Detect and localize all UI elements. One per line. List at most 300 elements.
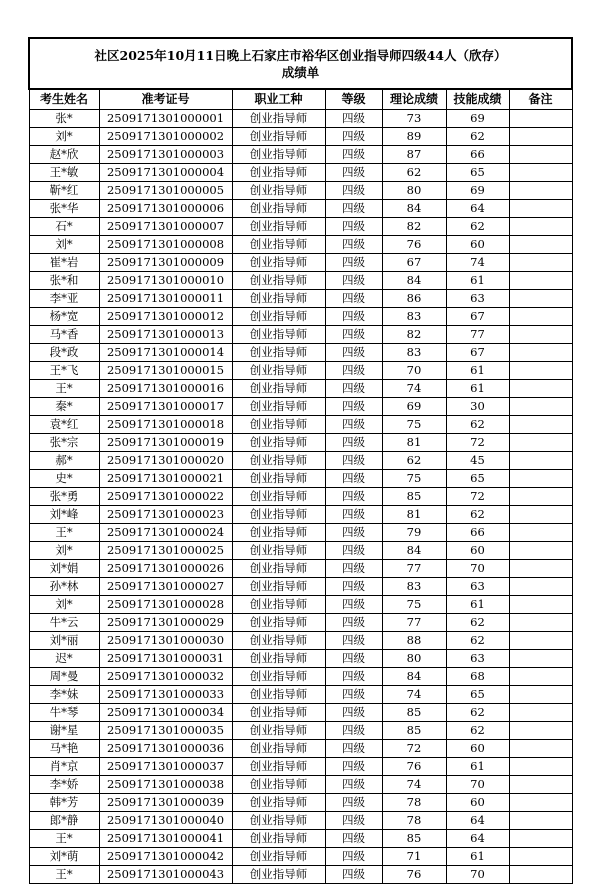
cell-remarks — [509, 200, 572, 218]
cell-remarks — [509, 812, 572, 830]
cell-skill-score: 70 — [446, 776, 509, 794]
cell-candidate-name: 王*飞 — [29, 362, 99, 380]
cell-skill-score: 62 — [446, 722, 509, 740]
cell-remarks — [509, 344, 572, 362]
cell-remarks — [509, 614, 572, 632]
cell-candidate-name: 马*艳 — [29, 740, 99, 758]
table-row — [29, 524, 572, 542]
cell-admission-number: 2509171301000029 — [99, 614, 232, 632]
header-theory-score: 理论成绩 — [382, 89, 446, 110]
cell-theory-score: 74 — [382, 686, 446, 704]
cell-theory-score: 74 — [382, 776, 446, 794]
table-row — [29, 200, 572, 218]
cell-theory-score: 75 — [382, 470, 446, 488]
cell-skill-score: 64 — [446, 812, 509, 830]
cell-candidate-name: 刘* — [29, 236, 99, 254]
cell-admission-number: 2509171301000037 — [99, 758, 232, 776]
cell-level: 四级 — [325, 596, 382, 614]
cell-theory-score: 83 — [382, 344, 446, 362]
cell-remarks — [509, 272, 572, 290]
cell-remarks — [509, 650, 572, 668]
cell-candidate-name: 李*亚 — [29, 290, 99, 308]
cell-skill-score: 70 — [446, 560, 509, 578]
cell-theory-score: 62 — [382, 452, 446, 470]
cell-occupation: 创业指导师 — [232, 722, 325, 740]
cell-skill-score: 66 — [446, 146, 509, 164]
cell-skill-score: 61 — [446, 380, 509, 398]
cell-candidate-name: 杨*宽 — [29, 308, 99, 326]
cell-candidate-name: 刘* — [29, 128, 99, 146]
cell-occupation: 创业指导师 — [232, 164, 325, 182]
cell-admission-number: 2509171301000015 — [99, 362, 232, 380]
cell-admission-number: 2509171301000027 — [99, 578, 232, 596]
cell-remarks — [509, 254, 572, 272]
table-row — [29, 488, 572, 506]
cell-admission-number: 2509171301000017 — [99, 398, 232, 416]
cell-admission-number: 2509171301000019 — [99, 434, 232, 452]
cell-admission-number: 2509171301000018 — [99, 416, 232, 434]
cell-admission-number: 2509171301000039 — [99, 794, 232, 812]
cell-remarks — [509, 524, 572, 542]
cell-admission-number: 2509171301000036 — [99, 740, 232, 758]
cell-remarks — [509, 416, 572, 434]
cell-level: 四级 — [325, 110, 382, 128]
cell-admission-number: 2509171301000028 — [99, 596, 232, 614]
cell-level: 四级 — [325, 470, 382, 488]
cell-occupation: 创业指导师 — [232, 614, 325, 632]
cell-level: 四级 — [325, 254, 382, 272]
cell-occupation: 创业指导师 — [232, 416, 325, 434]
cell-admission-number: 2509171301000021 — [99, 470, 232, 488]
cell-remarks — [509, 542, 572, 560]
cell-skill-score: 69 — [446, 110, 509, 128]
cell-occupation: 创业指导师 — [232, 488, 325, 506]
cell-remarks — [509, 596, 572, 614]
table-row — [29, 578, 572, 596]
cell-level: 四级 — [325, 578, 382, 596]
cell-theory-score: 87 — [382, 146, 446, 164]
header-candidate-name: 考生姓名 — [29, 89, 99, 110]
cell-theory-score: 84 — [382, 272, 446, 290]
cell-admission-number: 2509171301000024 — [99, 524, 232, 542]
cell-occupation: 创业指导师 — [232, 812, 325, 830]
table-row — [29, 362, 572, 380]
cell-theory-score: 67 — [382, 254, 446, 272]
cell-remarks — [509, 182, 572, 200]
cell-occupation: 创业指导师 — [232, 236, 325, 254]
cell-remarks — [509, 668, 572, 686]
cell-level: 四级 — [325, 218, 382, 236]
cell-level: 四级 — [325, 812, 382, 830]
cell-level: 四级 — [325, 344, 382, 362]
cell-skill-score: 60 — [446, 542, 509, 560]
cell-theory-score: 84 — [382, 200, 446, 218]
cell-candidate-name: 王* — [29, 380, 99, 398]
cell-occupation: 创业指导师 — [232, 146, 325, 164]
cell-candidate-name: 孙*林 — [29, 578, 99, 596]
cell-theory-score: 77 — [382, 560, 446, 578]
cell-theory-score: 84 — [382, 542, 446, 560]
cell-level: 四级 — [325, 560, 382, 578]
cell-candidate-name: 肖*京 — [29, 758, 99, 776]
cell-level: 四级 — [325, 200, 382, 218]
cell-skill-score: 62 — [446, 614, 509, 632]
cell-occupation: 创业指导师 — [232, 128, 325, 146]
cell-level: 四级 — [325, 434, 382, 452]
cell-theory-score: 85 — [382, 830, 446, 848]
cell-level: 四级 — [325, 524, 382, 542]
cell-candidate-name: 马*香 — [29, 326, 99, 344]
cell-admission-number: 2509171301000009 — [99, 254, 232, 272]
cell-skill-score: 63 — [446, 650, 509, 668]
cell-admission-number: 2509171301000040 — [99, 812, 232, 830]
cell-skill-score: 67 — [446, 344, 509, 362]
title-line-1: 社区2025年10月11日晚上石家庄市裕华区创业指导师四级44人（欣存） — [94, 47, 507, 63]
cell-candidate-name: 牛*云 — [29, 614, 99, 632]
cell-candidate-name: 李*妹 — [29, 686, 99, 704]
cell-candidate-name: 刘* — [29, 542, 99, 560]
cell-occupation: 创业指导师 — [232, 254, 325, 272]
cell-occupation: 创业指导师 — [232, 704, 325, 722]
cell-theory-score: 78 — [382, 794, 446, 812]
table-row — [29, 380, 572, 398]
cell-level: 四级 — [325, 164, 382, 182]
cell-candidate-name: 张*华 — [29, 200, 99, 218]
cell-theory-score: 82 — [382, 218, 446, 236]
table-row — [29, 398, 572, 416]
table-row — [29, 722, 572, 740]
cell-skill-score: 74 — [446, 254, 509, 272]
cell-level: 四级 — [325, 758, 382, 776]
cell-occupation: 创业指导师 — [232, 668, 325, 686]
table-row — [29, 308, 572, 326]
table-row — [29, 668, 572, 686]
table-row — [29, 596, 572, 614]
cell-candidate-name: 刘*萌 — [29, 848, 99, 866]
cell-remarks — [509, 308, 572, 326]
cell-level: 四级 — [325, 236, 382, 254]
cell-candidate-name: 迟* — [29, 650, 99, 668]
title-row — [29, 38, 572, 89]
header-occupation: 职业工种 — [232, 89, 325, 110]
table-row — [29, 830, 572, 848]
cell-skill-score: 65 — [446, 686, 509, 704]
cell-admission-number: 2509171301000030 — [99, 632, 232, 650]
cell-remarks — [509, 398, 572, 416]
cell-occupation: 创业指导师 — [232, 326, 325, 344]
table-row — [29, 812, 572, 830]
cell-occupation: 创业指导师 — [232, 110, 325, 128]
cell-remarks — [509, 506, 572, 524]
cell-candidate-name: 王* — [29, 524, 99, 542]
cell-level: 四级 — [325, 182, 382, 200]
cell-theory-score: 83 — [382, 308, 446, 326]
cell-theory-score: 76 — [382, 758, 446, 776]
cell-theory-score: 78 — [382, 812, 446, 830]
header-admission-number: 准考证号 — [99, 89, 232, 110]
cell-remarks — [509, 218, 572, 236]
table-row — [29, 776, 572, 794]
cell-admission-number: 2509171301000001 — [99, 110, 232, 128]
cell-theory-score: 82 — [382, 326, 446, 344]
table-row — [29, 110, 572, 128]
cell-level: 四级 — [325, 488, 382, 506]
table-row — [29, 542, 572, 560]
header-level: 等级 — [325, 89, 382, 110]
cell-admission-number: 2509171301000041 — [99, 830, 232, 848]
cell-remarks — [509, 794, 572, 812]
cell-theory-score: 84 — [382, 668, 446, 686]
table-row — [29, 848, 572, 866]
cell-theory-score: 73 — [382, 110, 446, 128]
cell-level: 四级 — [325, 866, 382, 884]
table-row — [29, 866, 572, 884]
cell-admission-number: 2509171301000012 — [99, 308, 232, 326]
cell-theory-score: 81 — [382, 434, 446, 452]
cell-admission-number: 2509171301000043 — [99, 866, 232, 884]
cell-theory-score: 85 — [382, 488, 446, 506]
cell-remarks — [509, 740, 572, 758]
cell-candidate-name: 刘*峰 — [29, 506, 99, 524]
cell-skill-score: 66 — [446, 524, 509, 542]
cell-occupation: 创业指导师 — [232, 344, 325, 362]
cell-candidate-name: 靳*红 — [29, 182, 99, 200]
cell-remarks — [509, 758, 572, 776]
cell-candidate-name: 刘*丽 — [29, 632, 99, 650]
cell-occupation: 创业指导师 — [232, 866, 325, 884]
cell-candidate-name: 周*曼 — [29, 668, 99, 686]
table-row — [29, 326, 572, 344]
cell-candidate-name: 史* — [29, 470, 99, 488]
cell-admission-number: 2509171301000026 — [99, 560, 232, 578]
cell-admission-number: 2509171301000016 — [99, 380, 232, 398]
table-row — [29, 560, 572, 578]
cell-occupation: 创业指导师 — [232, 200, 325, 218]
cell-remarks — [509, 380, 572, 398]
table-row — [29, 614, 572, 632]
table-row — [29, 740, 572, 758]
cell-remarks — [509, 830, 572, 848]
cell-theory-score: 72 — [382, 740, 446, 758]
cell-theory-score: 80 — [382, 650, 446, 668]
cell-skill-score: 62 — [446, 218, 509, 236]
cell-remarks — [509, 722, 572, 740]
cell-remarks — [509, 704, 572, 722]
cell-theory-score: 89 — [382, 128, 446, 146]
cell-level: 四级 — [325, 272, 382, 290]
cell-level: 四级 — [325, 614, 382, 632]
cell-remarks — [509, 236, 572, 254]
cell-level: 四级 — [325, 830, 382, 848]
cell-skill-score: 77 — [446, 326, 509, 344]
cell-skill-score: 60 — [446, 794, 509, 812]
cell-theory-score: 88 — [382, 632, 446, 650]
cell-skill-score: 30 — [446, 398, 509, 416]
cell-candidate-name: 袁*红 — [29, 416, 99, 434]
cell-candidate-name: 张*宗 — [29, 434, 99, 452]
cell-skill-score: 72 — [446, 488, 509, 506]
cell-level: 四级 — [325, 542, 382, 560]
cell-candidate-name: 石* — [29, 218, 99, 236]
cell-remarks — [509, 866, 572, 884]
cell-skill-score: 64 — [446, 200, 509, 218]
cell-occupation: 创业指导师 — [232, 434, 325, 452]
cell-admission-number: 2509171301000032 — [99, 668, 232, 686]
cell-theory-score: 62 — [382, 164, 446, 182]
table-row — [29, 704, 572, 722]
cell-candidate-name: 王*敏 — [29, 164, 99, 182]
table-row — [29, 218, 572, 236]
cell-occupation: 创业指导师 — [232, 560, 325, 578]
cell-level: 四级 — [325, 452, 382, 470]
cell-skill-score: 62 — [446, 506, 509, 524]
cell-skill-score: 45 — [446, 452, 509, 470]
cell-level: 四级 — [325, 722, 382, 740]
table-row — [29, 254, 572, 272]
cell-theory-score: 80 — [382, 182, 446, 200]
cell-skill-score: 60 — [446, 236, 509, 254]
cell-skill-score: 72 — [446, 434, 509, 452]
cell-remarks — [509, 848, 572, 866]
cell-theory-score: 71 — [382, 848, 446, 866]
cell-level: 四级 — [325, 146, 382, 164]
cell-admission-number: 2509171301000007 — [99, 218, 232, 236]
cell-theory-score: 83 — [382, 578, 446, 596]
cell-occupation: 创业指导师 — [232, 452, 325, 470]
cell-remarks — [509, 146, 572, 164]
cell-level: 四级 — [325, 506, 382, 524]
cell-candidate-name: 谢*星 — [29, 722, 99, 740]
cell-skill-score: 62 — [446, 632, 509, 650]
cell-theory-score: 76 — [382, 866, 446, 884]
cell-skill-score: 60 — [446, 740, 509, 758]
cell-theory-score: 75 — [382, 596, 446, 614]
cell-level: 四级 — [325, 668, 382, 686]
cell-admission-number: 2509171301000014 — [99, 344, 232, 362]
cell-admission-number: 2509171301000034 — [99, 704, 232, 722]
cell-occupation: 创业指导师 — [232, 650, 325, 668]
cell-level: 四级 — [325, 632, 382, 650]
cell-remarks — [509, 110, 572, 128]
cell-level: 四级 — [325, 128, 382, 146]
header-row — [29, 89, 572, 110]
cell-remarks — [509, 776, 572, 794]
cell-candidate-name: 王* — [29, 830, 99, 848]
cell-admission-number: 2509171301000020 — [99, 452, 232, 470]
table-row — [29, 236, 572, 254]
cell-occupation: 创业指导师 — [232, 362, 325, 380]
cell-level: 四级 — [325, 650, 382, 668]
cell-remarks — [509, 290, 572, 308]
table-row — [29, 272, 572, 290]
cell-candidate-name: 郝* — [29, 452, 99, 470]
table-row — [29, 182, 572, 200]
cell-candidate-name: 郎*静 — [29, 812, 99, 830]
cell-theory-score: 70 — [382, 362, 446, 380]
cell-occupation: 创业指导师 — [232, 182, 325, 200]
cell-skill-score: 61 — [446, 362, 509, 380]
cell-remarks — [509, 326, 572, 344]
cell-admission-number: 2509171301000023 — [99, 506, 232, 524]
cell-level: 四级 — [325, 776, 382, 794]
table-row — [29, 650, 572, 668]
table-row — [29, 146, 572, 164]
cell-skill-score: 62 — [446, 704, 509, 722]
cell-candidate-name: 牛*琴 — [29, 704, 99, 722]
cell-candidate-name: 李*娇 — [29, 776, 99, 794]
table-row — [29, 434, 572, 452]
cell-admission-number: 2509171301000022 — [99, 488, 232, 506]
cell-remarks — [509, 164, 572, 182]
table-body — [29, 110, 572, 884]
cell-skill-score: 61 — [446, 758, 509, 776]
cell-candidate-name: 韩*芳 — [29, 794, 99, 812]
cell-occupation: 创业指导师 — [232, 596, 325, 614]
cell-admission-number: 2509171301000038 — [99, 776, 232, 794]
cell-skill-score: 61 — [446, 848, 509, 866]
table-row — [29, 290, 572, 308]
cell-occupation: 创业指导师 — [232, 578, 325, 596]
cell-skill-score: 70 — [446, 866, 509, 884]
cell-theory-score: 81 — [382, 506, 446, 524]
cell-candidate-name: 刘* — [29, 596, 99, 614]
cell-level: 四级 — [325, 704, 382, 722]
cell-occupation: 创业指导师 — [232, 848, 325, 866]
cell-remarks — [509, 560, 572, 578]
cell-occupation: 创业指导师 — [232, 218, 325, 236]
cell-skill-score: 65 — [446, 164, 509, 182]
table-row — [29, 128, 572, 146]
cell-level: 四级 — [325, 416, 382, 434]
cell-candidate-name: 张*勇 — [29, 488, 99, 506]
cell-remarks — [509, 578, 572, 596]
header-remarks: 备注 — [509, 89, 572, 110]
table-row — [29, 794, 572, 812]
cell-remarks — [509, 488, 572, 506]
title-line-2: 成绩单 — [281, 64, 320, 80]
table-row — [29, 344, 572, 362]
cell-remarks — [509, 470, 572, 488]
cell-occupation: 创业指导师 — [232, 380, 325, 398]
cell-remarks — [509, 434, 572, 452]
header-skill-score: 技能成绩 — [446, 89, 509, 110]
cell-theory-score: 76 — [382, 236, 446, 254]
cell-candidate-name: 王* — [29, 866, 99, 884]
cell-admission-number: 2509171301000011 — [99, 290, 232, 308]
cell-theory-score: 79 — [382, 524, 446, 542]
cell-admission-number: 2509171301000010 — [99, 272, 232, 290]
cell-candidate-name: 秦* — [29, 398, 99, 416]
cell-level: 四级 — [325, 686, 382, 704]
cell-remarks — [509, 632, 572, 650]
cell-candidate-name: 崔*岩 — [29, 254, 99, 272]
cell-candidate-name: 赵*欣 — [29, 146, 99, 164]
cell-admission-number: 2509171301000042 — [99, 848, 232, 866]
cell-level: 四级 — [325, 794, 382, 812]
cell-occupation: 创业指导师 — [232, 524, 325, 542]
table-row — [29, 164, 572, 182]
cell-theory-score: 85 — [382, 722, 446, 740]
cell-theory-score: 86 — [382, 290, 446, 308]
table-row — [29, 470, 572, 488]
cell-occupation: 创业指导师 — [232, 740, 325, 758]
cell-occupation: 创业指导师 — [232, 632, 325, 650]
document-title — [29, 38, 572, 89]
cell-level: 四级 — [325, 308, 382, 326]
cell-admission-number: 2509171301000033 — [99, 686, 232, 704]
cell-admission-number: 2509171301000031 — [99, 650, 232, 668]
cell-theory-score: 75 — [382, 416, 446, 434]
